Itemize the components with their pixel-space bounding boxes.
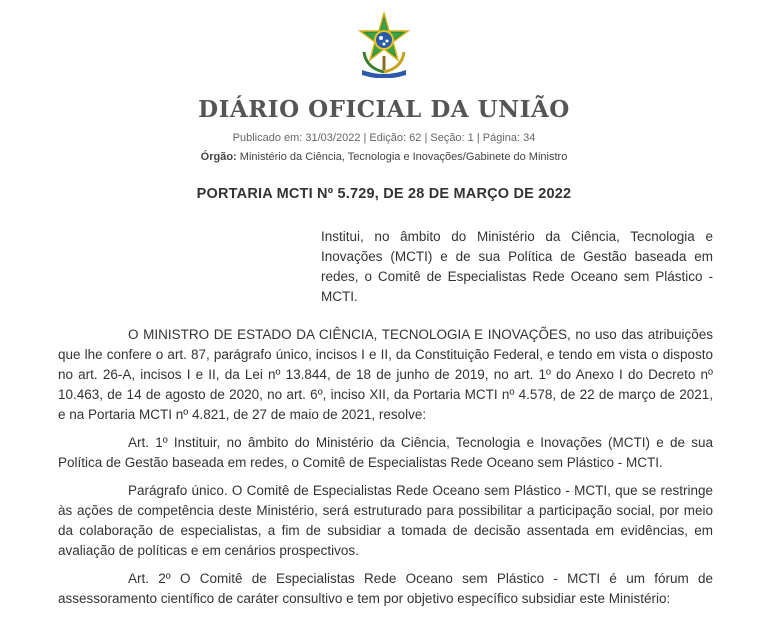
masthead-title: DIÁRIO OFICIAL DA UNIÃO xyxy=(198,96,570,123)
brazil-coat-of-arms-icon xyxy=(356,12,412,78)
orgao-label: Órgão: xyxy=(200,151,237,163)
article-2-paragraph: Art. 2º O Comitê de Especialistas Rede Oceano sem Plástico - MCTI é um fórum de assessoramento científico de caráter consultivo e tem por objetivo específico subsidiar este Ministério: xyxy=(58,571,713,606)
orgao-value: Ministério da Ciência, Tecnologia e Inovações/Gabinete do Ministro xyxy=(239,151,568,163)
ementa: Institui, no âmbito do Ministério da Ciência, Tecnologia e Inovações (MCTI) e de sua Política de Gestão baseada em redes, o Comitê de Especialistas Rede Oceano sem Plástico - MCTI. xyxy=(321,229,713,304)
act-body xyxy=(58,325,713,617)
orgao-line xyxy=(0,151,768,163)
publication-info: Publicado em: 31/03/2022 | Edição: 62 | Seção: 1 | Página: 34 xyxy=(232,132,536,144)
preamble-paragraph: O MINISTRO DE ESTADO DA CIÊNCIA, TECNOLOGIA E INOVAÇÕES, no uso das atribuições que lhe confere o art. 87, parágrafo único, incisos I e II, da Constituição Federal, e tendo em vista o disposto no art. 26-A, incisos I e II, da Lei nº 13.844, de 18 de junho de 2019, no art. 1º do Anexo I do Decreto nº 10.463, de 14 de agosto de 2020, no art. 6º, inciso XII, da Portaria MCTI nº 4.578, de 22 de março de 2021, e na Portaria MCTI nº 4.821, de 27 de maio de 2021, resolve: xyxy=(58,327,713,422)
act-title: PORTARIA MCTI Nº 5.729, DE 28 DE MARÇO DE 2022 xyxy=(196,186,572,202)
article-1-paragraph: Art. 1º Instituir, no âmbito do Ministério da Ciência, Tecnologia e Inovações (MCTI) e de sua Política de Gestão baseada em redes, o Comitê de Especialistas Rede Oceano sem Plástico - MCTI. xyxy=(58,435,713,470)
sole-paragraph: Parágrafo único. O Comitê de Especialistas Rede Oceano sem Plástico - MCTI, que se restringe às ações de competência deste Ministério, será estruturado para possibilitar a participação social, por meio da colaboração de especialistas, a fim de subsidiar a tomada de decisão assentada em evidências, em avaliação de políticas e em cenários prospectivos. xyxy=(58,483,713,558)
